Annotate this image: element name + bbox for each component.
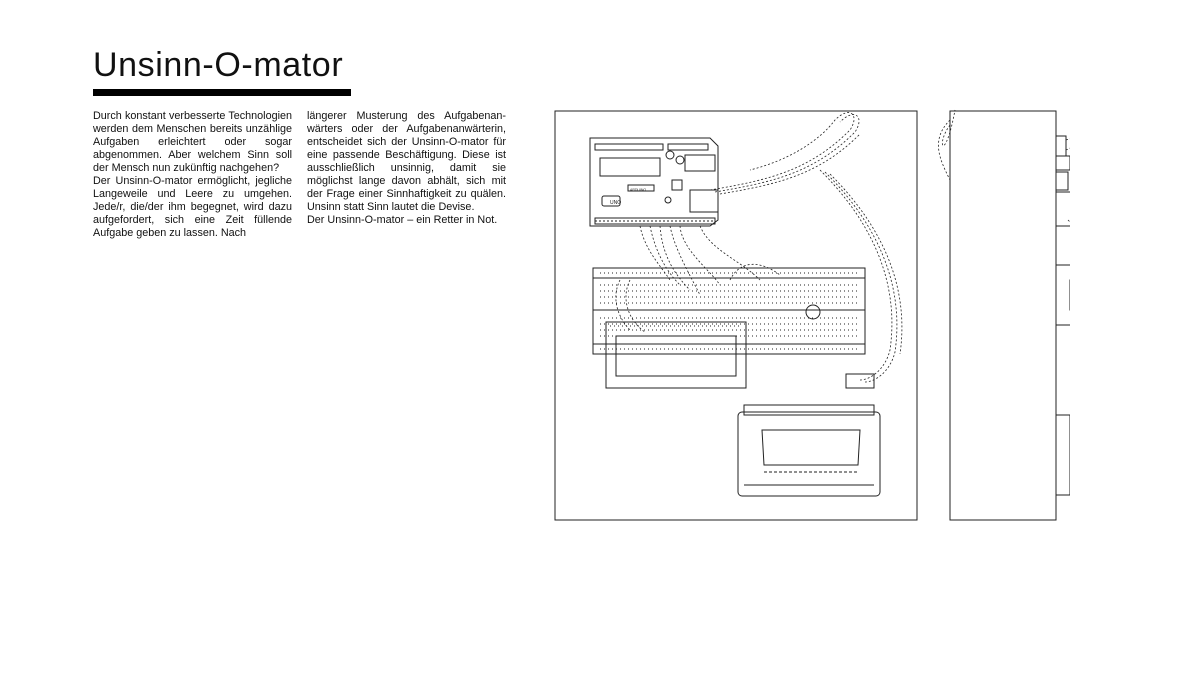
paragraph-continuation: längerer Musterung des Aufgabenanwärters oder der Aufgabenanwärterin, entscheidet sich der Unsinn-O-mator für eine passende Beschäftigung. Diese ist ausschließlich unsinnig, damit sie möglichst lange davon abhält, sich mit der Frage einer Sinnhaftigkeit zu quälen. Unsinn statt Sinn lautet die Devise. <box>307 110 506 213</box>
arduino-board <box>590 138 718 226</box>
wires <box>616 113 902 382</box>
paragraph-description: Der Unsinn-O-mator ermöglicht, jegliche Langeweile und Leere zu umgehen. Jede/r, die/der ihm begegnet, wird dazu aufgefordert, sich eine Zeit füllende Aufgabe geben zu lassen. Nach <box>93 175 292 239</box>
lcd-display <box>606 322 746 388</box>
breadboard <box>593 268 865 354</box>
drawing-svg <box>550 100 1070 525</box>
paragraph-intro: Durch konstant verbesserte Technologien werden dem Menschen bereits unzählige Aufgaben erleichtert oder sogar abgenommen. Aber welchem Sinn soll der Mensch nun zukünftig nachgehen? <box>93 110 292 174</box>
side-wires <box>938 110 1070 400</box>
side-components <box>1056 136 1070 495</box>
thermal-printer <box>738 405 880 496</box>
board-brand: ARDUINO <box>630 188 647 192</box>
board-label: UNO <box>610 200 622 206</box>
technical-drawing <box>550 100 1070 525</box>
front-panel <box>555 111 917 520</box>
title-underline <box>93 89 351 96</box>
page-title: Unsinn-O-mator <box>93 46 344 84</box>
paragraph-slogan: Der Unsinn-O-mator – ein Retter in Not. <box>307 214 498 226</box>
text-column-2 <box>307 110 506 227</box>
text-column-1 <box>93 110 292 240</box>
side-panel <box>950 111 1056 520</box>
